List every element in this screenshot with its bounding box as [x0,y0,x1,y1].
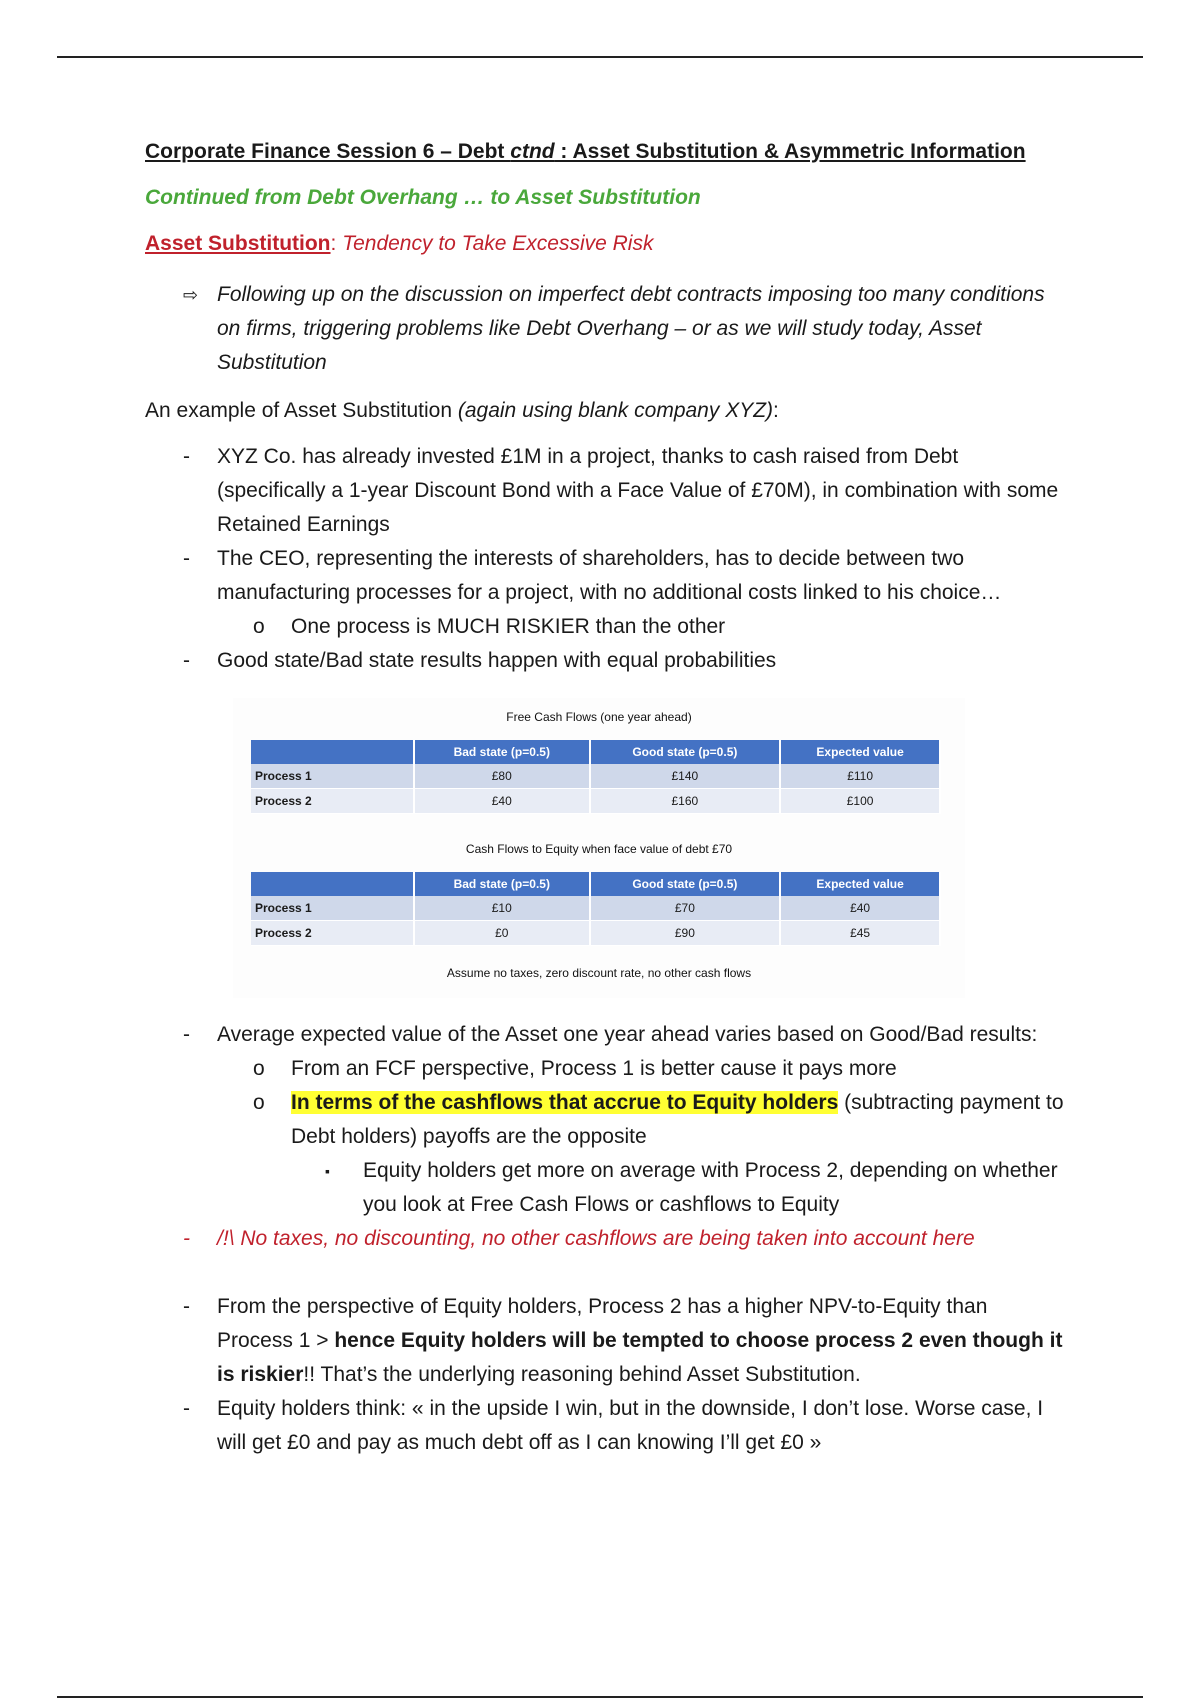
arrow-list-item: ⇨ Following up on the discussion on imperfect debt contracts imposing too many conditions on firms, triggering problems like Debt Overhang – or as we will study today, Asset Substitution [183,278,1065,380]
top-rule [57,56,1143,58]
bottom-rule [57,1696,1143,1698]
table2-caption: Cash Flows to Equity when face value of debt £70 [465,842,733,856]
list-item: - Average expected value of the Asset one year ahead varies based on Good/Bad results: [183,1023,1038,1046]
sub-list-item: o From an FCF perspective, Process 1 is better cause it pays more [253,1057,897,1080]
figure-note: Assume no taxes, zero discount rate, no other cash flows [446,966,752,980]
table-row: Process 2 £0 £90 £45 [251,921,940,946]
table-row: Process 2 £40 £160 £100 [251,789,940,814]
sub-list-item: o In terms of the cashflows that accrue to Equity holders (subtracting payment to Debt holders) payoffs are the opposite [253,1091,1064,1148]
table-row: Process 1 £80 £140 £110 [251,764,940,789]
cash-flow-tables-figure [233,698,965,998]
list-item: - XYZ Co. has already invested £1M in a project, thanks to cash raised from Debt (specifically a 1-year Discount Bond with a Face Value of £70M), in combination with some Retained Earnings [183,445,1059,536]
list-item: - From the perspective of Equity holders, Process 2 has a higher NPV-to-Equity than Process 1 > hence Equity holders will be tempted to choose process 2 even though it is riskier!! That’s the underlying reasoning behind Asset Substitution. [183,1295,1063,1386]
page-title: Corporate Finance Session 6 – Debt ctnd : Asset Substitution & Asymmetric Information [145,140,1026,163]
table1-caption: Free Cash Flows (one year ahead) [506,710,692,724]
continued-heading: Continued from Debt Overhang … to Asset Substitution [145,186,701,209]
document-body [145,140,1065,1460]
list-item: - The CEO, representing the interests of shareholders, has to decide between two manufacturing processes for a project, with no additional costs linked to his choice… [183,547,1002,604]
equity-cash-flow-table: Bad state (p=0.5) Good state (p=0.5) Expected value Process 1 £10 £70 £40 Process 2 £0 £90 £45 [251,872,941,946]
list-item: - Equity holders think: « in the upside I win, but in the downside, I don’t lose. Worse case, I will get £0 and pay as much debt off as I can knowing I’ll get £0 » [183,1397,1044,1454]
arrow-icon: ⇨ [183,285,199,305]
square-bullet-icon: ▪ [325,1163,330,1179]
sub-list-item: o One process is MUCH RISKIER than the other [253,615,726,638]
sub-sub-list-item: ▪ Equity holders get more on average with Process 2, depending on whether you look at Free Cash Flows or cashflows to Equity [325,1154,1065,1222]
highlighted-text: In terms of the cashflows that accrue to Equity holders [291,1091,839,1114]
warning-item: - /!\ No taxes, no discounting, no other cashflows are being taken into account here [183,1227,975,1250]
asset-substitution-heading: Asset Substitution: Tendency to Take Excessive Risk [145,232,654,255]
example-intro: An example of Asset Substitution (again using blank company XYZ): [145,399,779,422]
table-row: Process 1 £10 £70 £40 [251,896,940,921]
free-cash-flow-table: Bad state (p=0.5) Good state (p=0.5) Expected value Process 1 £80 £140 £110 Process 2 £40 £160 £100 [251,740,941,814]
list-item: - Good state/Bad state results happen with equal probabilities [183,649,777,672]
